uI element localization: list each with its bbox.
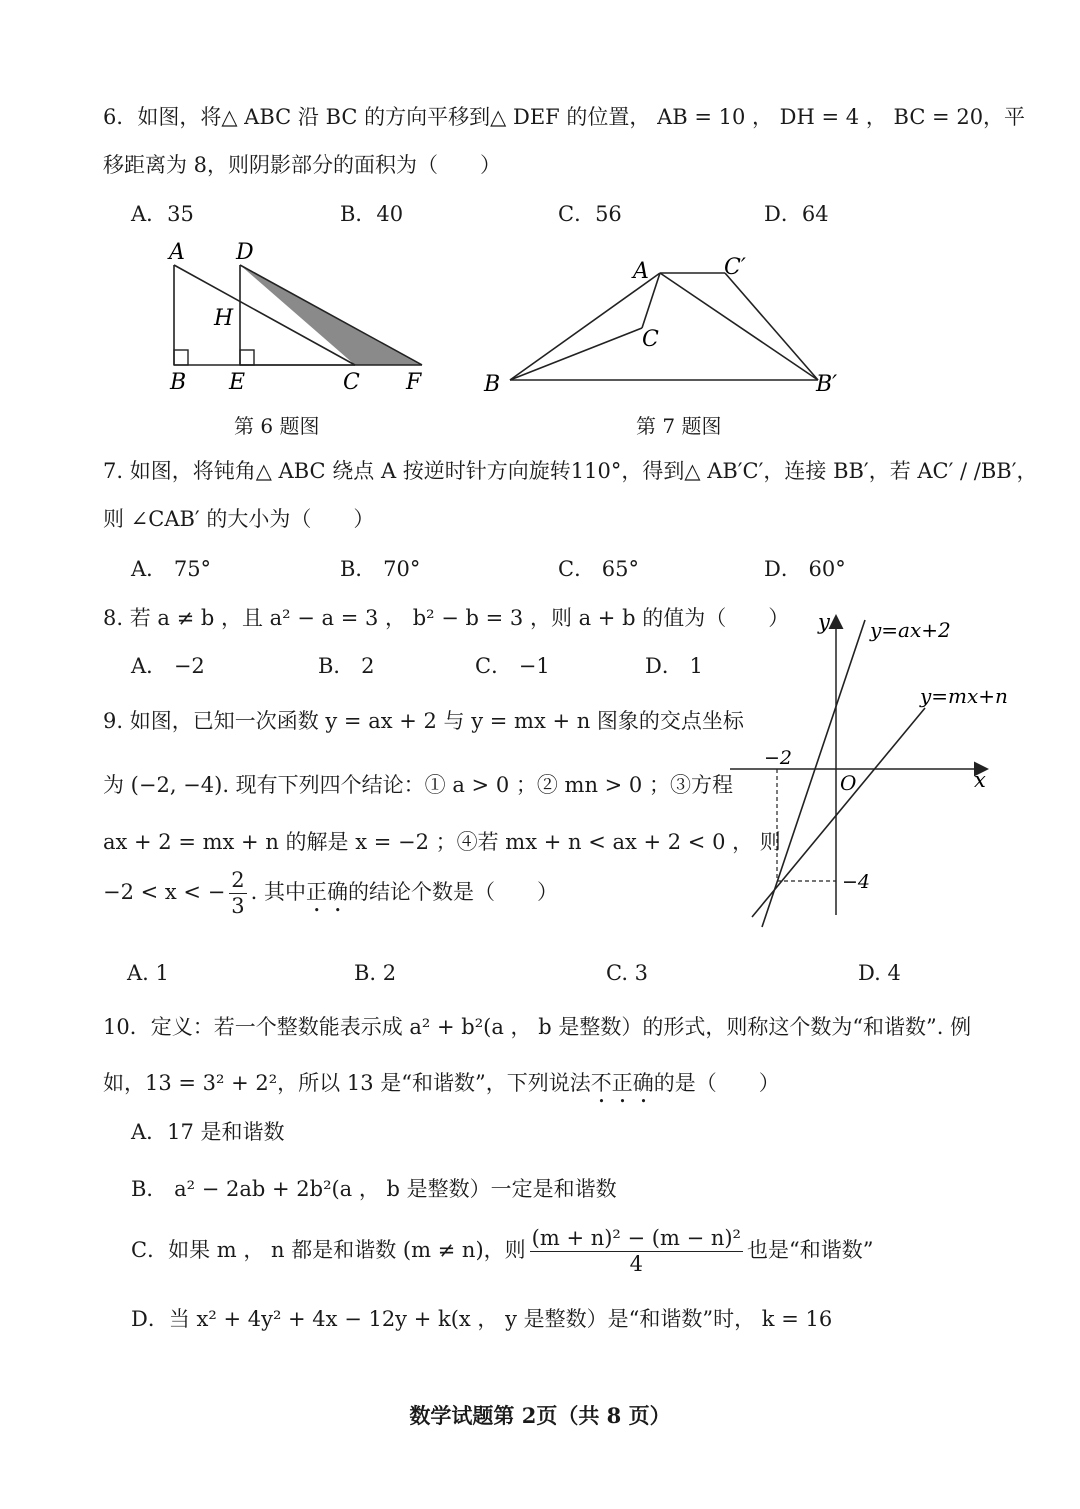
q10-option-c <box>131 1228 873 1275</box>
q10-line2-pre: 如，13 = 3² + 2²，所以 13 是“和谐数”，下列说法 <box>103 1071 591 1095</box>
q7-stem-line1: 7. 如图，将钝角△ ABC 绕点 A 按逆时针方向旋转110°，得到△ AB′C′，连接 BB′，若 AC′ / /BB′， <box>103 459 1038 483</box>
q7-figure <box>480 250 850 400</box>
q9-line4-mid: . 其中 <box>250 880 307 904</box>
q6-label-b: B <box>170 370 187 395</box>
graph-y-tick: −4 <box>842 871 871 893</box>
q7-stem-line2: 则 ∠CAB′ 的大小为（ ） <box>103 507 375 531</box>
q7-label-a: A <box>633 259 649 284</box>
q7-option-d: D． 60° <box>764 557 846 581</box>
graph-x-label: x <box>974 768 986 792</box>
q7-figure-caption: 第 7 题图 <box>636 414 722 438</box>
q9-stem-line2: 为 (−2, −4). 现有下列四个结论：① a > 0 ；② mn > 0 ；③方程 <box>103 773 733 797</box>
q7-option-c: C． 65° <box>558 557 639 581</box>
q10-emphasis: 不正确 <box>590 1071 654 1095</box>
q6-stem-line1: 6．如图，将△ ABC 沿 BC 的方向平移到△ DEF 的位置， AB = 10 ， DH = 4 ， BC = 20，平 <box>103 105 1026 129</box>
graph-y-label: y <box>818 610 830 634</box>
q6-option-b: B．40 <box>340 202 404 226</box>
q9-emphasis: 正确 <box>306 880 349 904</box>
q8-option-d: D． 1 <box>645 654 703 678</box>
q8-option-b: B． 2 <box>318 654 375 678</box>
q10-option-b: B． a² − 2ab + 2b²(a ， b 是整数）一定是和谐数 <box>131 1177 617 1201</box>
graph-origin-label: O <box>840 771 857 795</box>
q7-label-b: B <box>484 372 501 397</box>
q10-stem-line2 <box>103 1071 780 1108</box>
q7-option-a: A． 75° <box>131 557 212 581</box>
q10-stem-line1: 10．定义：若一个整数能表示成 a² + b²(a ， b 是整数）的形式，则称这个数为“和谐数”. 例 <box>103 1015 972 1039</box>
q9-option-c: C. 3 <box>606 961 649 985</box>
q9-fraction <box>229 870 246 917</box>
q10-option-d: D．当 x² + 4y² + 4x − 12y + k(x ， y 是整数）是“和谐数”时， k = 16 <box>131 1307 833 1331</box>
q9-option-a: A. 1 <box>127 961 169 985</box>
q8-stem: 8. 若 a ≠ b ，且 a² − a = 3 ， b² − b = 3 ，则 a + b 的值为（ ） <box>103 606 790 630</box>
q10-optc-pre: C．如果 m ， n 都是和谐数 (m ≠ n)，则 <box>131 1238 526 1262</box>
q6-option-c: C．56 <box>558 202 622 226</box>
q6-label-d: D <box>236 240 254 265</box>
q6-option-a: A．35 <box>131 202 194 226</box>
q7-label-c: C <box>642 327 659 352</box>
q9-option-b: B. 2 <box>354 961 397 985</box>
q6-figure <box>160 235 440 405</box>
q8-option-a: A． −2 <box>131 654 205 678</box>
q6-label-e: E <box>229 370 246 395</box>
q10-optc-post: 也是“和谐数” <box>746 1238 874 1262</box>
q10-optc-den: 4 <box>629 1252 643 1276</box>
q9-stem-line3: ax + 2 = mx + n 的解是 x = −2 ；④若 mx + n < ax + 2 < 0 ， 则 <box>103 830 781 854</box>
q7-label-c-prime: C′ <box>724 255 746 280</box>
q9-fraction-den: 3 <box>231 894 245 918</box>
q9-stem-line4 <box>103 870 558 917</box>
q6-option-d: D．64 <box>764 202 829 226</box>
q10-line2-post: 的是（ ） <box>653 1071 780 1095</box>
q6-label-f: F <box>406 370 422 395</box>
q10-optc-num: (m + n)² − (m − n)² <box>531 1226 741 1250</box>
graph-line2-label: y=mx+n <box>920 684 1008 708</box>
q9-graph <box>720 605 1020 935</box>
q9-inequality: −2 < x < − <box>103 880 226 904</box>
q7-option-b: B． 70° <box>340 557 421 581</box>
q6-label-a: A <box>169 240 185 265</box>
q6-label-h: H <box>214 306 234 331</box>
q9-stem-line1: 9. 如图，已知一次函数 y = ax + 2 与 y = mx + n 图象的交点坐标 <box>103 709 744 733</box>
q8-option-c: C． −1 <box>475 654 550 678</box>
q6-stem-line2: 移距离为 8，则阴影部分的面积为（ ） <box>103 153 502 177</box>
q9-line4-post: 的结论个数是（ ） <box>348 880 559 904</box>
q10-option-a: A．17 是和谐数 <box>131 1120 285 1144</box>
graph-x-tick: −2 <box>764 747 793 769</box>
graph-line1-label: y=ax+2 <box>870 618 951 642</box>
page-footer: 数学试题第 2页（共 8 页） <box>409 1403 671 1428</box>
line-mx-plus-n <box>752 708 925 917</box>
q6-label-c: C <box>343 370 360 395</box>
q7-label-b-prime: B′ <box>816 372 838 397</box>
q9-fraction-num: 2 <box>231 868 245 892</box>
q9-option-d: D. 4 <box>858 961 901 985</box>
q6-figure-caption: 第 6 题图 <box>234 414 320 438</box>
q10-optc-fraction <box>530 1228 743 1275</box>
